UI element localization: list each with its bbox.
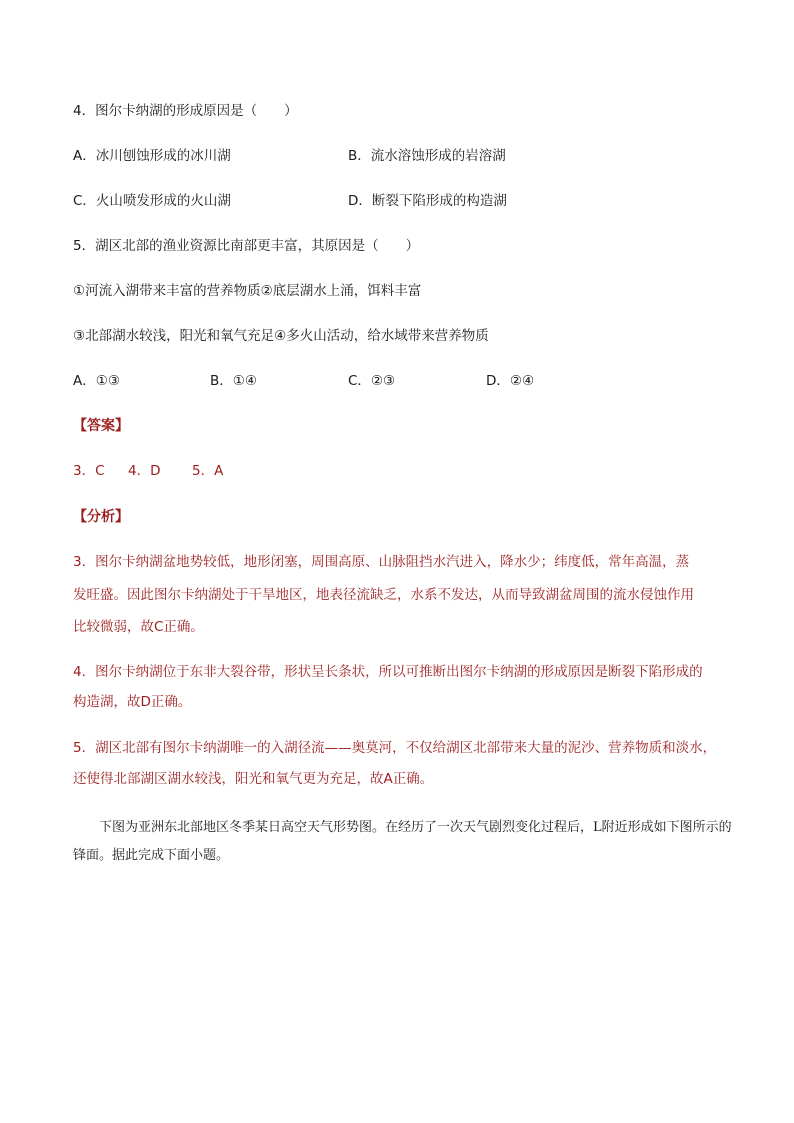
answer-item-4: 4．D <box>128 463 161 479</box>
analysis-4-line-1: 4．图尔卡纳湖位于东非大裂谷带，形状呈长条状，所以可推断出图尔卡纳湖的形成原因是断裂下陷形成的 <box>73 664 703 680</box>
answer-heading: 【答案】 <box>73 418 129 434</box>
answer-item-5: 5．A <box>192 463 224 479</box>
next-question-intro: 下图为亚洲东北部地区冬季某日高空天气形势图。在经历了一次天气剧烈变化过程后，L附近形成如下图所示的锋面。据此完成下面小题。 <box>73 820 732 863</box>
question-5-stem: 5．湖区北部的渔业资源比南部更丰富，其原因是（ ） <box>73 238 420 254</box>
analysis-3-line-1: 3．图尔卡纳湖盆地势较低，地形闭塞，周围高原、山脉阻挡水汽进入，降水少；纬度低，常年高温，蒸 <box>73 554 690 570</box>
analysis-5-line-2: 还使得北部湖区湖水较浅，阳光和氧气更为充足，故A正确。 <box>73 771 434 787</box>
question-4-stem: 4．图尔卡纳湖的形成原因是（ ） <box>73 103 298 119</box>
q4-option-b: B．流水溶蚀形成的岩溶湖 <box>348 148 506 164</box>
answer-item-3: 3．C <box>73 463 105 479</box>
q5-option-b: B．①④ <box>210 373 257 389</box>
analysis-3-line-2: 发旺盛。因此图尔卡纳湖处于干旱地区，地表径流缺乏，水系不发达，从而导致湖盆周围的流水侵蚀作用 <box>73 587 694 603</box>
q4-option-d: D．断裂下陷形成的构造湖 <box>348 193 507 209</box>
q5-option-d: D．②④ <box>486 373 535 389</box>
q5-statement-line-2: ③北部湖水较浅，阳光和氧气充足④多火山活动，给水域带来营养物质 <box>73 328 489 344</box>
q5-option-c: C．②③ <box>348 373 396 389</box>
analysis-4-line-2: 构造湖，故D正确。 <box>73 694 192 710</box>
q4-option-c: C．火山喷发形成的火山湖 <box>73 193 231 209</box>
q5-statement-line-1: ①河流入湖带来丰富的营养物质②底层湖水上涌，饵料丰富 <box>73 283 422 299</box>
analysis-3-line-3: 比较微弱，故C正确。 <box>73 619 204 635</box>
q5-option-a: A．①③ <box>73 373 120 389</box>
analysis-heading: 【分析】 <box>73 509 129 525</box>
q4-option-a: A．冰川刨蚀形成的冰川湖 <box>73 148 231 164</box>
analysis-5-line-1: 5．湖区北部有图尔卡纳湖唯一的入湖径流——奥莫河，不仅给湖区北部带来大量的泥沙、营养物质和淡水， <box>73 740 717 756</box>
